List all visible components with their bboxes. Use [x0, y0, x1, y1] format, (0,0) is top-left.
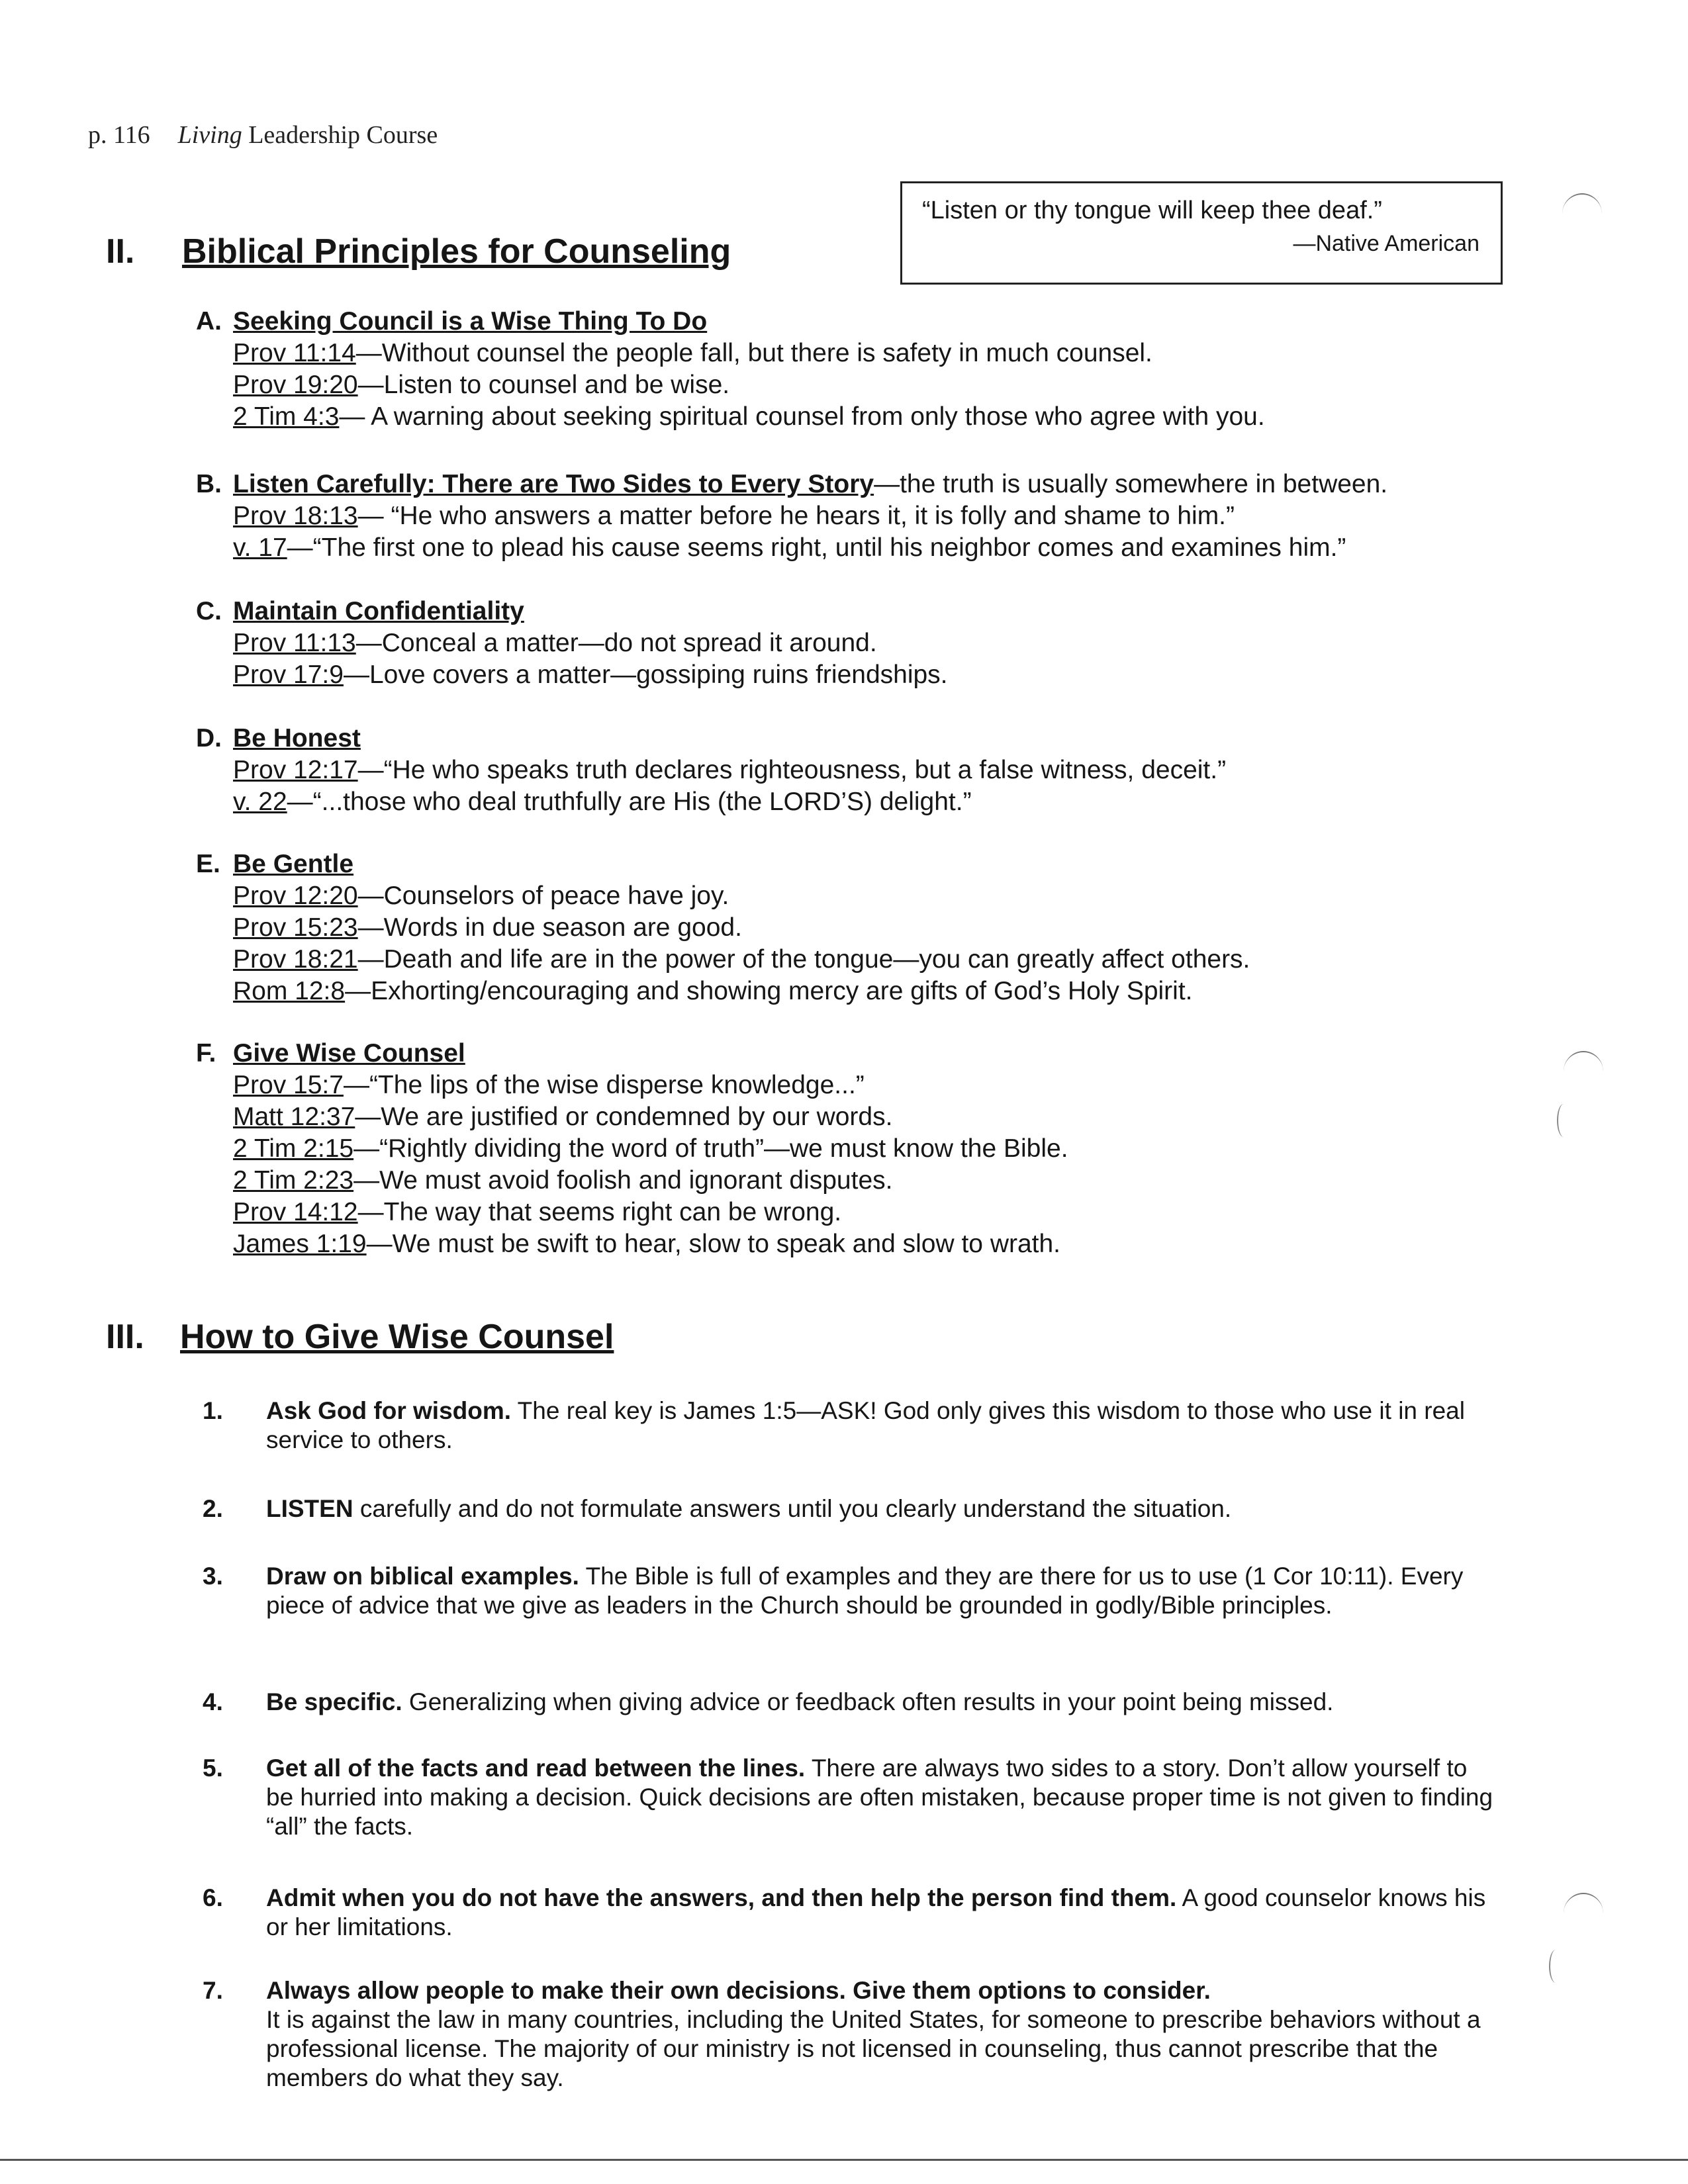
scripture-line	[196, 976, 1520, 1007]
course-title: Leadership Course	[242, 121, 438, 149]
scripture-line	[196, 1197, 1520, 1228]
item-number: 1.	[203, 1397, 223, 1424]
scripture-ref: Prov 19:20	[233, 371, 358, 399]
scripture-line	[196, 944, 1520, 976]
scripture-line	[196, 369, 1520, 401]
subsection-letter: C.	[196, 597, 222, 625]
item-lead: Draw on biblical examples.	[266, 1563, 579, 1590]
scripture-text: — “He who answers a matter before he hears it, it is folly and shame to him.”	[357, 502, 1235, 530]
scripture-line	[196, 401, 1520, 433]
quote-text: “Listen or thy tongue will keep thee deaf.”	[922, 197, 1382, 224]
scripture-ref: 2 Tim 2:23	[233, 1166, 354, 1195]
bottom-rule	[0, 2159, 1688, 2161]
subsection-letter: B.	[196, 470, 222, 498]
scripture-ref: 2 Tim 4:3	[233, 402, 340, 431]
scripture-text: —“The first one to plead his cause seems right, until his neighbor comes and examines him.”	[287, 533, 1346, 562]
course-title-italic: Living	[177, 121, 242, 149]
scripture-line	[196, 1228, 1520, 1260]
subsection-e	[196, 848, 1520, 1007]
page-number: p. 116	[88, 121, 150, 149]
binder-hole-mark	[1562, 193, 1602, 234]
subsection-heading: Give Wise Counsel	[233, 1039, 465, 1068]
scripture-text: —We are justified or condemned by our words.	[355, 1103, 893, 1131]
subsection-c	[196, 596, 1520, 691]
item-lead: Be specific.	[266, 1688, 402, 1715]
scripture-line	[196, 1101, 1520, 1133]
scripture-ref: Prov 18:13	[233, 502, 358, 530]
scripture-ref: Prov 12:20	[233, 882, 358, 910]
subsection-b	[196, 469, 1520, 564]
quote-attribution: —Native American	[1293, 231, 1479, 256]
item-text: The Bible is full of examples and they are there for us to use (1 Cor 10:11). Every piece of advice that we give as leaders in the Church should be grounded in godly/Bible principles.	[266, 1563, 1464, 1619]
subsection-heading: Listen Carefully: There are Two Sides to Every Story	[233, 470, 874, 498]
item-text: carefully and do not formulate answers until you clearly understand the situation.	[353, 1495, 1232, 1522]
binder-hole-mark	[1557, 1104, 1570, 1137]
item-text: Generalizing when giving advice or feedback often results in your point being missed.	[402, 1688, 1334, 1715]
scripture-text: —Death and life are in the power of the tongue—you can greatly affect others.	[357, 945, 1250, 974]
scripture-ref: Rom 12:8	[233, 977, 346, 1005]
scripture-ref: James 1:19	[233, 1230, 367, 1258]
scripture-ref: Prov 15:7	[233, 1071, 344, 1099]
scripture-text: —Love covers a matter—gossiping ruins friendships.	[343, 660, 948, 689]
item-number: 6.	[203, 1884, 223, 1911]
scripture-ref: Prov 14:12	[233, 1198, 358, 1226]
item-text: The real key is James 1:5—ASK! God only gives this wisdom to those who use it in real service to others.	[266, 1397, 1465, 1453]
scripture-ref: v. 22	[233, 788, 287, 816]
scripture-text: —“...those who deal truthfully are His (the LORD’S) delight.”	[287, 788, 972, 816]
scripture-ref: Prov 12:17	[233, 756, 358, 784]
subsection-d	[196, 723, 1520, 818]
scripture-text: —Without counsel the people fall, but there is safety in much counsel.	[355, 339, 1152, 367]
scripture-text: —Conceal a matter—do not spread it around.	[355, 629, 877, 657]
scripture-text: —We must be swift to hear, slow to speak and slow to wrath.	[366, 1230, 1061, 1258]
subsection-letter: F.	[196, 1039, 216, 1068]
binder-hole-mark	[1564, 1051, 1603, 1092]
scripture-text: —Listen to counsel and be wise.	[357, 371, 730, 399]
item-number: 2.	[203, 1495, 223, 1522]
subsection-a	[196, 306, 1520, 433]
scripture-text: —We must avoid foolish and ignorant disputes.	[353, 1166, 893, 1195]
scripture-line	[196, 338, 1520, 369]
page-header	[88, 120, 438, 150]
item-number: 4.	[203, 1688, 223, 1715]
scripture-line	[196, 1165, 1520, 1197]
subsection-heading-suffix: —the truth is usually somewhere in between.	[874, 470, 1388, 498]
scripture-line	[196, 912, 1520, 944]
item-lead: Admit when you do not have the answers, and then help the person find them.	[266, 1884, 1177, 1911]
item-text: It is against the law in many countries, including the United States, for someone to prescribe behaviors without a professional license. The majority of our ministry is not licensed in counseling, thus cannot prescribe that the members do what they say.	[266, 2006, 1481, 2091]
scripture-text: —Exhorting/encouraging and showing mercy are gifts of God’s Holy Spirit.	[345, 977, 1193, 1005]
scripture-ref: Prov 15:23	[233, 913, 358, 942]
scripture-line	[196, 532, 1520, 564]
section-3-title: How to Give Wise Counsel	[180, 1318, 614, 1356]
item-text: There are always two sides to a story. Don’t allow yourself to be hurried into making a decision. Quick decisions are often mistaken, because proper time is not given to finding “all” the facts.	[266, 1754, 1493, 1840]
scripture-line	[196, 880, 1520, 912]
scripture-line	[196, 1069, 1520, 1101]
binder-hole-mark	[1549, 1950, 1562, 1983]
subsection-f	[196, 1038, 1520, 1260]
subsection-letter: E.	[196, 850, 220, 878]
subsection-heading: Seeking Council is a Wise Thing To Do	[233, 307, 708, 336]
scripture-line	[196, 500, 1520, 532]
scripture-text: —“He who speaks truth declares righteousness, but a false witness, deceit.”	[357, 756, 1227, 784]
subsection-letter: D.	[196, 724, 222, 752]
subsection-heading: Maintain Confidentiality	[233, 597, 524, 625]
scripture-line	[196, 627, 1520, 659]
scripture-text: —Counselors of peace have joy.	[357, 882, 729, 910]
item-lead: Always allow people to make their own decisions. Give them options to consider.	[266, 1977, 1211, 2004]
scripture-line	[196, 754, 1520, 786]
scripture-text: —Words in due season are good.	[357, 913, 742, 942]
scripture-line	[196, 659, 1520, 691]
scripture-ref: Matt 12:37	[233, 1103, 355, 1131]
scripture-line	[196, 786, 1520, 818]
scripture-ref: Prov 11:14	[233, 339, 356, 367]
scripture-ref: v. 17	[233, 533, 287, 562]
item-text: A good counselor knows his or her limitations.	[266, 1884, 1486, 1940]
scripture-ref: Prov 17:9	[233, 660, 344, 689]
quote-box	[900, 181, 1503, 285]
subsection-heading: Be Honest	[233, 724, 361, 752]
binder-hole-mark	[1564, 1893, 1603, 1934]
scripture-ref: 2 Tim 2:15	[233, 1134, 354, 1163]
item-number: 3.	[203, 1563, 223, 1590]
item-lead: Get all of the facts and read between the lines.	[266, 1754, 806, 1782]
section-2-title: Biblical Principles for Counseling	[182, 232, 731, 271]
scripture-text: — A warning about seeking spiritual counsel from only those who agree with you.	[339, 402, 1265, 431]
scripture-ref: Prov 11:13	[233, 629, 356, 657]
item-number: 7.	[203, 1977, 223, 2004]
item-lead: Ask God for wisdom.	[266, 1397, 512, 1424]
item-number: 5.	[203, 1754, 223, 1782]
section-2-numeral: II.	[106, 232, 135, 271]
item-lead: LISTEN	[266, 1495, 353, 1522]
scripture-line	[196, 1133, 1520, 1165]
subsection-heading: Be Gentle	[233, 850, 354, 878]
scripture-text: —“Rightly dividing the word of truth”—we must know the Bible.	[353, 1134, 1068, 1163]
subsection-letter: A.	[196, 307, 222, 336]
scripture-ref: Prov 18:21	[233, 945, 358, 974]
section-3-numeral: III.	[106, 1318, 144, 1356]
scripture-text: —“The lips of the wise disperse knowledge...”	[343, 1071, 865, 1099]
scripture-text: —The way that seems right can be wrong.	[357, 1198, 842, 1226]
